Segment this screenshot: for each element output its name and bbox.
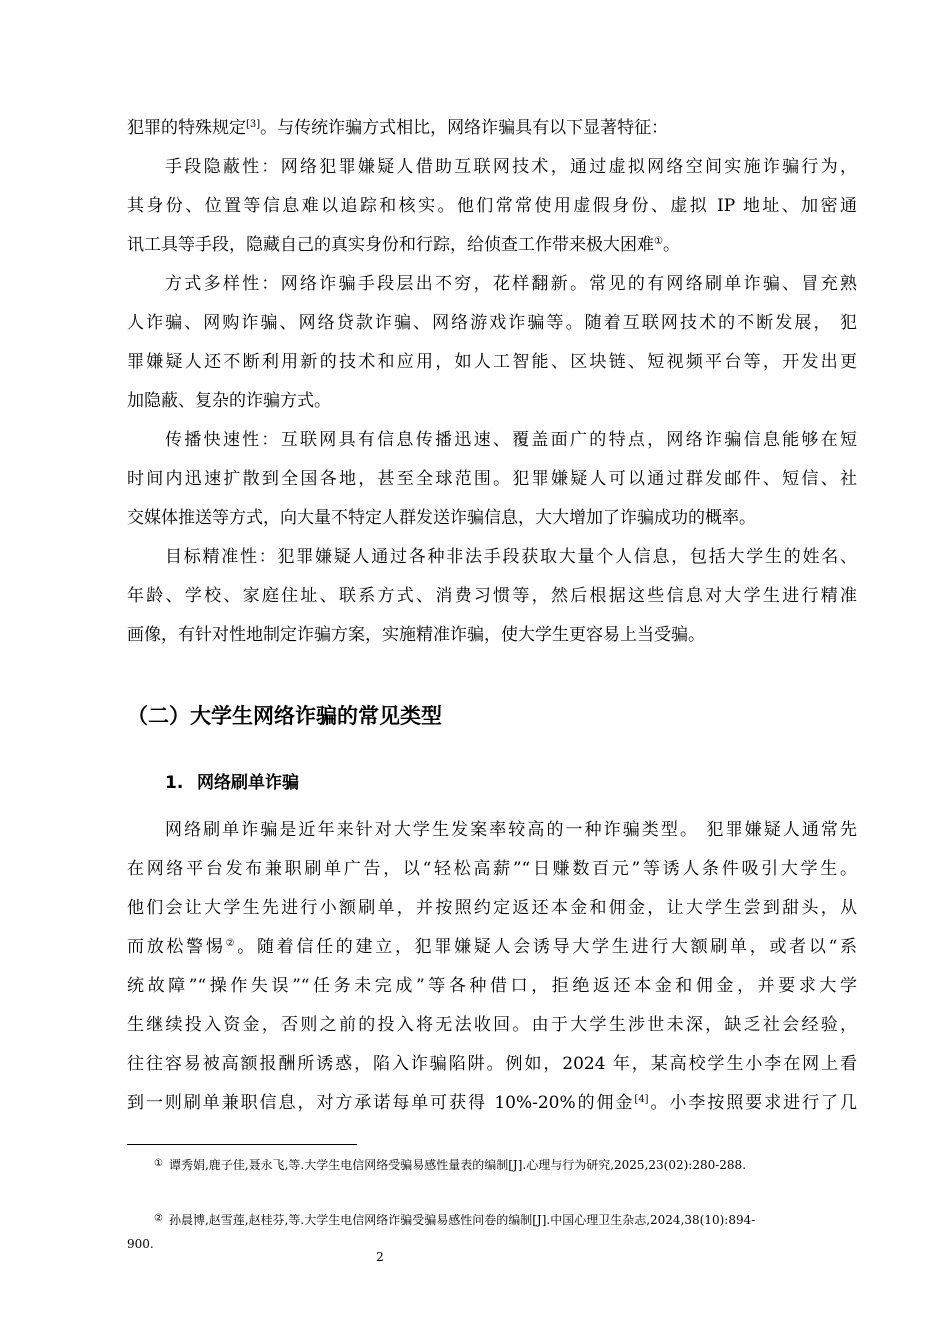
subsection-heading bbox=[165, 772, 299, 794]
body-line: 网络刷单诈骗是近年来针对大学生发案率较高的一种诈骗类型。 犯罪嫌疑人通常先 bbox=[165, 820, 857, 840]
body-line: 罪嫌疑人还不断利用新的技术和应用，如人工智能、区块链、短视频平台等，开发出更 bbox=[127, 352, 857, 372]
body-line: 手段隐蔽性：网络犯罪嫌疑人借助互联网技术，通过虚拟网络空间实施诈骗行为， bbox=[165, 157, 857, 177]
body-line: 其身份、位置等信息难以追踪和核实。他们常常使用虚假身份、虚拟 IP 地址、加密通 bbox=[127, 196, 857, 216]
citation-mark[interactable]: [3] bbox=[246, 119, 261, 130]
body-line: 人诈骗、网购诈骗、网络贷款诈骗、网络游戏诈骗等。随着互联网技术的不断发展， 犯 bbox=[127, 313, 857, 333]
footnote bbox=[127, 1153, 857, 1176]
body-line: 时间内迅速扩散到全国各地，甚至全球范围。犯罪嫌疑人可以通过群发邮件、短信、社 bbox=[127, 469, 857, 489]
section-heading: （二）大学生网络诈骗的常见类型 bbox=[127, 704, 442, 728]
body-line: 讯工具等手段，隐藏自己的真实身份和行踪，给侦查工作带来极大困难①。 bbox=[127, 235, 680, 255]
footnote-ref[interactable]: ② bbox=[225, 938, 238, 949]
body-line: 在网络平台发布兼职刷单广告，以“轻松高薪”“日赚数百元”等诱人条件吸引大学生。 bbox=[127, 859, 857, 879]
body-line: 统故障”“操作失误”“任务未完成”等各种借口，拒绝返还本金和佣金，并要求大学 bbox=[127, 976, 857, 996]
body-line: 目标精准性：犯罪嫌疑人通过各种非法手段获取大量个人信息，包括大学生的姓名、 bbox=[165, 547, 857, 567]
body-line: 传播快速性：互联网具有信息传播迅速、覆盖面广的特点，网络诈骗信息能够在短 bbox=[165, 430, 857, 450]
body-line: 往往容易被高额报酬所诱惑，陷入诈骗陷阱。例如，2024 年，某高校学生小李在网上看 bbox=[127, 1054, 857, 1074]
body-line: 年龄、学校、家庭住址、联系方式、消费习惯等，然后根据这些信息对大学生进行精准 bbox=[127, 586, 857, 606]
subsection-title: 网络刷单诈骗 bbox=[197, 773, 299, 793]
body-line: 而放松警惕②。随着信任的建立，犯罪嫌疑人会诱导大学生进行大额刷单，或者以“系 bbox=[127, 937, 857, 957]
body-line: 他们会让大学生先进行小额刷单，并按照约定返还本金和佣金，让大学生尝到甜头，从 bbox=[127, 898, 857, 918]
footnote bbox=[127, 1208, 857, 1231]
page-number: 2 bbox=[376, 1250, 384, 1264]
body-line: 生继续投入资金，否则之前的投入将无法收回。由于大学生涉世未深，缺乏社会经验， bbox=[127, 1015, 857, 1035]
footnote-text: 孙晨博,赵雪莲,赵桂芬,等.大学生电信网络诈骗受骗易感性问卷的编制[J].中国心理卫生杂志,2024,38(10):894- bbox=[168, 1213, 756, 1227]
citation-mark[interactable]: [4] bbox=[634, 1094, 649, 1105]
footnote-text: 谭秀娟,鹿子佳,聂永飞,等.大学生电信网络受骗易感性量表的编制[J].心理与行为研究,2025,23(02):280-288. bbox=[168, 1158, 747, 1172]
body-line: 到一则刷单兼职信息，对方承诺每单可获得 10%-20%的佣金[4]。小李按照要求进行了几 bbox=[127, 1093, 857, 1113]
footnote-ref[interactable]: ① bbox=[654, 236, 663, 247]
subsection-number: 1. bbox=[165, 773, 184, 793]
body-line: 加隐蔽、复杂的诈骗方式。 bbox=[127, 391, 331, 411]
footnote-mark: ② bbox=[154, 1213, 163, 1224]
body-line: 犯罪的特殊规定[3]。与传统诈骗方式相比，网络诈骗具有以下显著特征： bbox=[127, 118, 669, 138]
footnote-mark: ① bbox=[154, 1158, 163, 1169]
body-line: 方式多样性：网络诈骗手段层出不穷，花样翻新。常见的有网络刷单诈骗、冒充熟 bbox=[165, 274, 857, 294]
body-line: 交媒体推送等方式，向大量不特定人群发送诈骗信息，大大增加了诈骗成功的概率。 bbox=[127, 508, 756, 528]
footnote-continuation: 900. bbox=[127, 1237, 154, 1251]
footnote-separator bbox=[127, 1144, 357, 1145]
body-line: 画像，有针对性地制定诈骗方案，实施精准诈骗，使大学生更容易上当受骗。 bbox=[127, 625, 705, 645]
